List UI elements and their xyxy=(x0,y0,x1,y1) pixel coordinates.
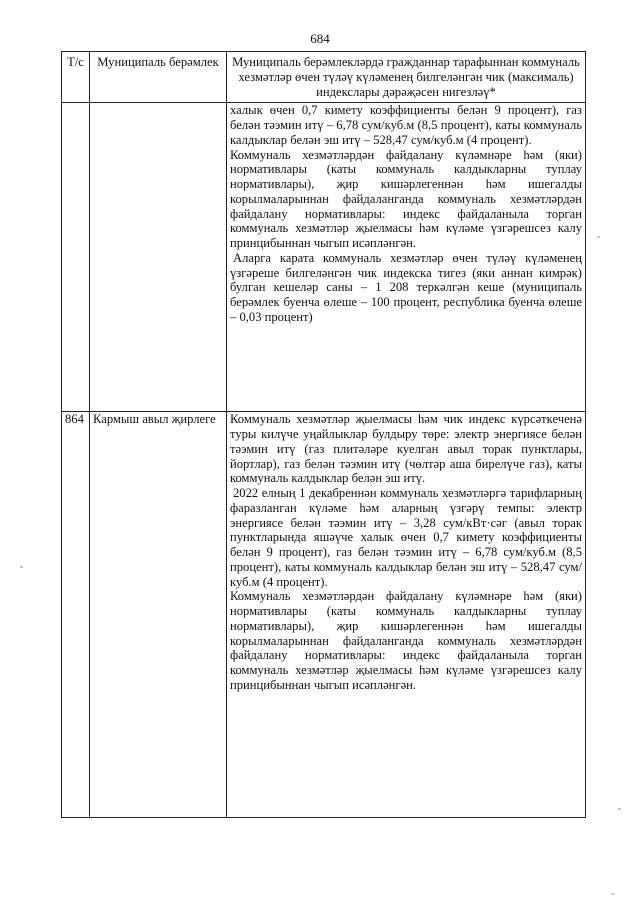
header-municipality: Муниципаль берәмлек xyxy=(90,52,227,103)
row-municipality: Кармыш авыл җирлеге xyxy=(90,412,227,818)
scan-speck xyxy=(611,893,614,895)
row-justification xyxy=(227,103,586,412)
row-number: 864 xyxy=(62,412,90,818)
scan-speck xyxy=(597,236,600,238)
paragraph: Коммуналь хезмәтләрдән файдалану күләмнәре һәм (яки) нормативлары (каты коммуналь калдыкларны туплау нормативлары), җир кишәрлегеннән һәм ишегалды корылмаларыннан файдаланганда коммуналь хезмәтләрдән файдалану нормативлары: индекс файдаланыла торган коммуналь хезмәтләр җыелмасы һәм күләме үзгәрешсез калу принцибыннан чыгып исәпләнгән. xyxy=(230,589,582,692)
page-number: 684 xyxy=(310,31,330,46)
paragraph: Коммуналь хезмәтләр җыелмасы һәм чик индекс күрсәткеченә туры килүче уңайлыклар булдыру төре: электр энергиясе белән тәэмин итү (газ плитәләре куелган авыл торак пунктлары, йортлар), газ белән тәэмин итү (чөлтәр аша бирелүче газ), каты коммуналь калдыклар белән эш итү. xyxy=(230,412,582,486)
scan-speck xyxy=(618,808,621,810)
paragraph: 2022 елның 1 декабреннән коммуналь хезмәтләргә тарифларның фаразланган күләме һәм аларның үзгәрү темпы: электр энергиясе белән тәэмин итү – 3,28 сум/кВт·сәг (авыл торак пунктларында яшәүче халык өчен 0,7 кимету коэффициенты белән 9 процент), газ белән тәэмин итү – 6,78 сум/куб.м (8,5 процент), каты коммуналь калдыклар белән эш итү – 528,47 сум/куб.м (4 процент). xyxy=(230,486,582,589)
row-municipality xyxy=(90,103,227,412)
paragraph: Коммуналь хезмәтләрдән файдалану күләмнәре һәм (яки) нормативлары (каты коммуналь калдыкларны туплау нормативлары), җир кишәрлегеннән һәм ишегалды корылмаларыннан файдаланганда коммуналь хезмәтләрдән файдалану нормативлары: индекс файдаланыла торган коммуналь хезмәтләр җыелмасы һәм күләме үзгәрешсез калу принцибыннан чыгып исәпләнгән. xyxy=(230,147,582,250)
table-row-continuation xyxy=(62,103,586,412)
paragraph: Аларга карата коммуналь хезмәтләр өчен түләү күләменең үзгәреше билгеләнгән чик индекска тигез (яки аннан кимрәк) булган кешеләр саны – 1 208 теркәлгән кеше (муниципаль берәмлек буенча өлеше – 100 процент, республика буенча өлеше – 0,03 процент) xyxy=(230,250,582,324)
scan-speck xyxy=(20,566,23,568)
tariff-index-table xyxy=(61,51,586,818)
table-header-row xyxy=(62,52,586,103)
header-justification: Муниципаль берәмлекләрдә гражданнар тарафыннан коммуналь хезмәтләр өчен түләү күләменең билгеләнгән чик (максималь) индекслары дәрәҗәсен нигезләү* xyxy=(227,52,586,103)
row-justification xyxy=(227,412,586,818)
table-row-864 xyxy=(62,412,586,818)
row-number xyxy=(62,103,90,412)
header-row-number: Т/с xyxy=(62,52,90,103)
paragraph: халык өчен 0,7 кимету коэффициенты белән 9 процент), газ белән тәэмин итү – 6,78 сум/куб.м (8,5 процент), каты коммуналь калдыклар белән эш итү – 528,47 сум/куб.м (4 процент). xyxy=(230,103,582,147)
